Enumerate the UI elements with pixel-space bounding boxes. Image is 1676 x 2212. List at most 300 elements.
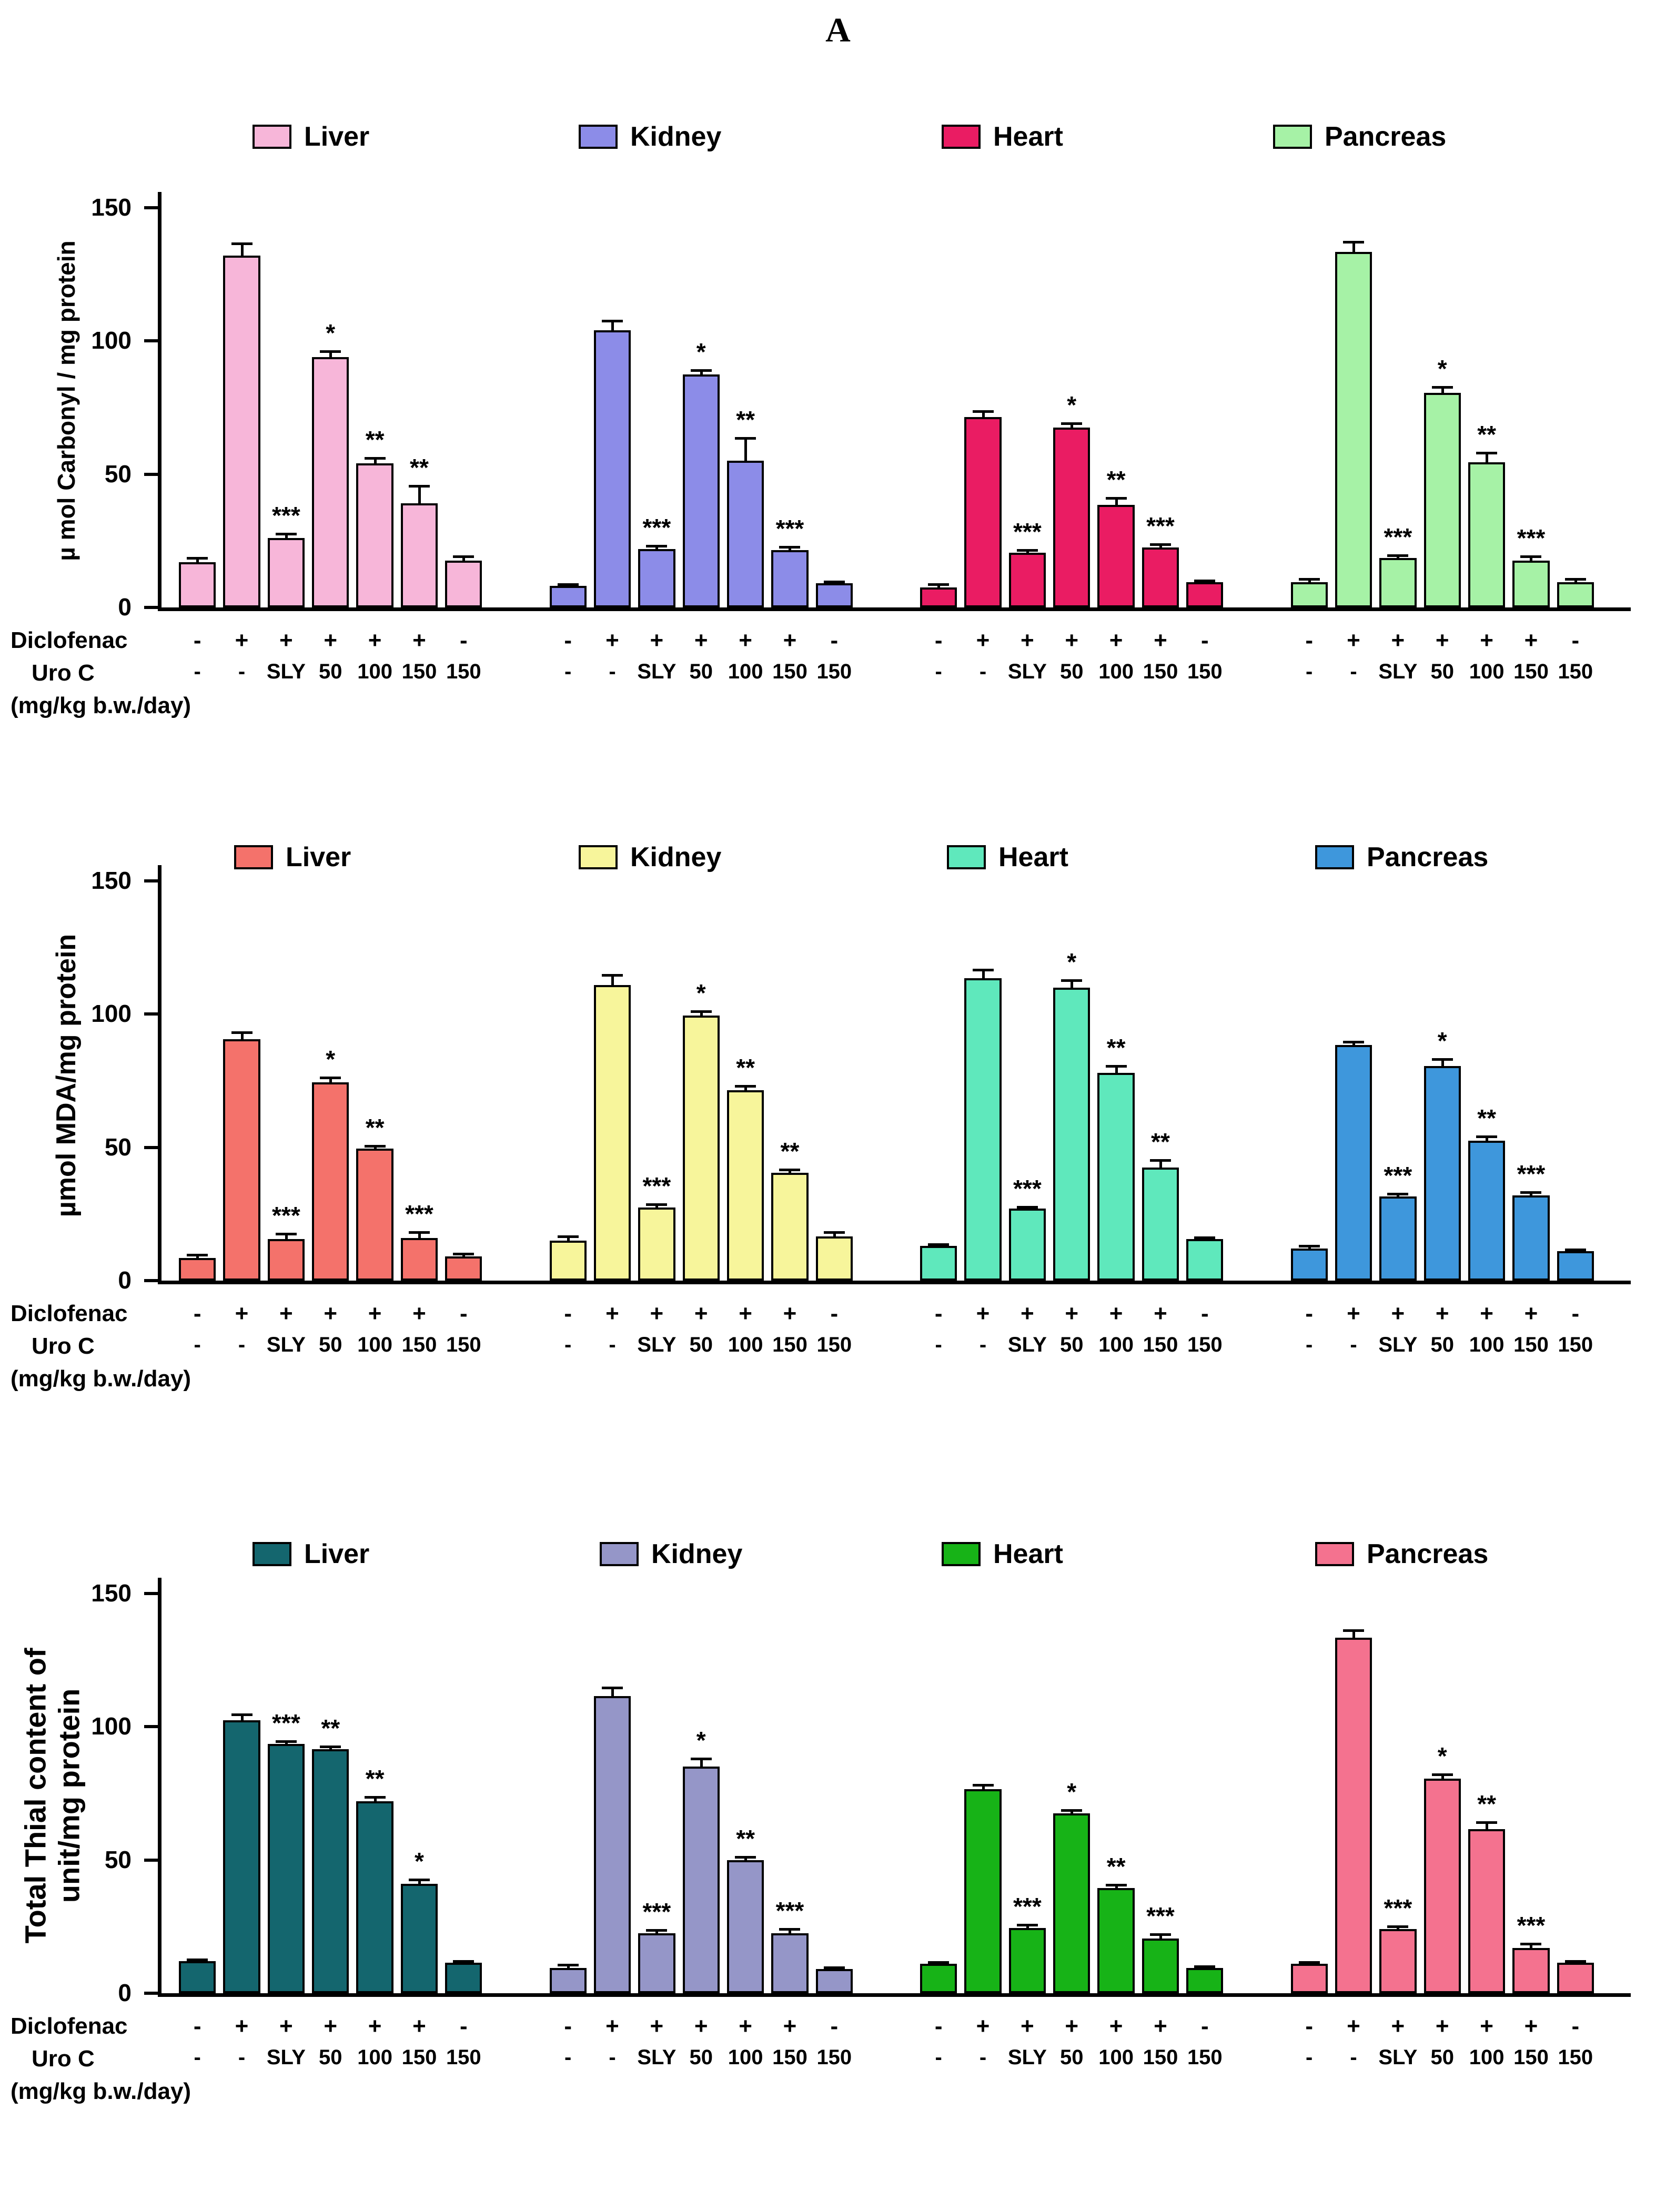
row-label-units: (mg/kg b.w./day): [11, 1366, 191, 1392]
row-label-diclofenac: Diclofenac: [11, 1301, 128, 1326]
legend-item-pancreas: [1273, 121, 1446, 153]
significance-marker: *: [696, 1726, 706, 1754]
annot-diclofenac: -: [830, 2013, 839, 2039]
annot-uroc: SLY: [637, 2046, 677, 2069]
annot-diclofenac: +: [976, 2013, 990, 2039]
error-bar-cap: [691, 1010, 712, 1013]
y-tick-label: 150: [91, 867, 132, 894]
legend-swatch-kidney: [579, 125, 618, 149]
error-bar: [1115, 497, 1118, 505]
annot-uroc: -: [1350, 1333, 1357, 1356]
annot-diclofenac: -: [1571, 2013, 1580, 2039]
bar: [179, 1258, 216, 1281]
error-bar-cap: [928, 1961, 949, 1964]
annot-diclofenac: +: [412, 1301, 426, 1326]
annot-diclofenac: +: [324, 1301, 338, 1326]
annot-uroc: -: [238, 660, 246, 683]
error-bar-cap: [1387, 1193, 1408, 1195]
y-tick-label: 0: [118, 1266, 132, 1294]
bar: [683, 1016, 720, 1281]
legend-item-heart: [947, 841, 1068, 873]
annot-diclofenac: -: [193, 627, 201, 653]
error-bar: [374, 1796, 377, 1801]
annot-uroc: -: [1350, 2046, 1357, 2069]
annot-uroc: -: [564, 1333, 572, 1356]
y-tick: [144, 1592, 158, 1595]
error-bar: [655, 545, 658, 549]
error-bar-cap: [558, 583, 579, 586]
error-bar: [1441, 1773, 1444, 1779]
error-bar-cap: [1194, 1236, 1215, 1239]
significance-marker: *: [1437, 1742, 1447, 1770]
bar: [445, 561, 482, 607]
legend-item-heart: [942, 121, 1063, 153]
bar: [1142, 547, 1179, 607]
legend-label-heart: Heart: [993, 1539, 1063, 1569]
error-bar-cap: [1299, 1961, 1320, 1964]
error-bar: [1486, 1821, 1488, 1829]
error-bar: [1530, 1191, 1532, 1195]
annot-diclofenac: -: [193, 2013, 201, 2039]
annot-uroc: 150: [816, 660, 852, 683]
error-bar-cap: [1061, 1809, 1082, 1812]
annot-uroc: 150: [401, 2046, 437, 2069]
error-bar: [1308, 578, 1311, 582]
annot-diclofenac: +: [605, 627, 619, 653]
annot-uroc: -: [238, 1333, 246, 1356]
error-bar: [329, 1077, 332, 1082]
annot-diclofenac: -: [1571, 1301, 1580, 1326]
bar: [920, 587, 957, 607]
error-bar-cap: [1343, 1041, 1364, 1043]
error-bar-cap: [1106, 497, 1127, 500]
error-bar: [1071, 1809, 1073, 1813]
annot-diclofenac: +: [1154, 1301, 1167, 1326]
bar: [356, 1149, 393, 1281]
error-bar: [1159, 543, 1162, 547]
annot-diclofenac: +: [1109, 2013, 1123, 2039]
legend-label-pancreas: Pancreas: [1325, 121, 1447, 152]
error-bar-cap: [973, 410, 994, 413]
bar: [268, 538, 305, 607]
significance-marker: *: [1067, 391, 1077, 419]
bar: [1379, 1196, 1416, 1281]
significance-marker: ***: [272, 1709, 300, 1737]
y-tick: [144, 1279, 158, 1282]
annot-uroc: 150: [1558, 1333, 1593, 1356]
bar: [594, 330, 631, 607]
error-bar-cap: [1150, 1933, 1171, 1936]
error-bar: [418, 1231, 421, 1238]
significance-marker: ***: [1146, 1902, 1175, 1930]
error-bar-cap: [1387, 554, 1408, 557]
error-bar: [462, 1253, 465, 1257]
error-bar-cap: [1387, 1925, 1408, 1928]
bar: [1512, 1195, 1549, 1281]
bar: [1512, 561, 1549, 607]
legend-item-heart: [942, 1538, 1063, 1570]
y-tick-label: 50: [104, 1845, 132, 1873]
error-bar: [196, 1254, 199, 1258]
error-bar-cap: [824, 1231, 845, 1234]
annot-uroc: -: [1306, 2046, 1313, 2069]
row-label-uroc: Uro C: [32, 1333, 95, 1359]
annot-diclofenac: +: [368, 627, 382, 653]
error-bar: [1159, 1159, 1162, 1167]
annot-uroc: 50: [689, 1333, 713, 1356]
bar: [179, 1961, 216, 1993]
error-bar-cap: [646, 1929, 667, 1932]
significance-marker: ***: [1384, 1894, 1412, 1922]
annot-uroc: -: [194, 2046, 201, 2069]
annot-uroc: 150: [1513, 2046, 1549, 2069]
annot-uroc: 150: [816, 2046, 852, 2069]
error-bar-cap: [231, 242, 253, 245]
bar: [1186, 1968, 1223, 1993]
legend-label-liver: Liver: [304, 121, 370, 152]
y-tick-label: 0: [118, 1979, 132, 2006]
annot-diclofenac: +: [976, 627, 990, 653]
annot-diclofenac: -: [1200, 2013, 1209, 2039]
bar: [771, 1933, 808, 1993]
annot-diclofenac: +: [694, 627, 708, 653]
annot-diclofenac: +: [650, 627, 664, 653]
annot-diclofenac: -: [459, 2013, 468, 2039]
error-bar-cap: [928, 1243, 949, 1246]
error-bar-cap: [646, 545, 667, 547]
error-bar: [285, 533, 288, 538]
annot-uroc: 100: [1098, 660, 1134, 683]
annot-uroc: -: [609, 660, 616, 683]
error-bar: [982, 410, 985, 417]
error-bar-cap: [276, 1233, 297, 1235]
legend-swatch-kidney: [600, 1542, 639, 1566]
significance-marker: ***: [642, 1172, 671, 1200]
legend-swatch-liver: [253, 1542, 291, 1566]
bar: [638, 549, 675, 607]
significance-marker: *: [415, 1848, 424, 1875]
annot-diclofenac: +: [1347, 2013, 1360, 2039]
significance-marker: ***: [1384, 523, 1412, 551]
bar: [771, 550, 808, 607]
annot-uroc: -: [979, 2046, 987, 2069]
annot-uroc: -: [979, 1333, 987, 1356]
annot-diclofenac: +: [1021, 627, 1034, 653]
error-bar-cap: [1565, 1249, 1586, 1251]
bar: [550, 1968, 587, 1993]
error-bar: [1115, 1065, 1118, 1073]
y-axis: [158, 192, 161, 611]
error-bar: [374, 1145, 377, 1149]
annot-uroc: 150: [1187, 660, 1223, 683]
error-bar-cap: [1106, 1884, 1127, 1886]
bar: [312, 1749, 349, 1993]
annot-diclofenac: +: [235, 2013, 249, 2039]
annot-diclofenac: +: [1347, 1301, 1360, 1326]
bar: [1009, 1209, 1046, 1281]
y-axis: [158, 865, 161, 1284]
annot-diclofenac: +: [324, 627, 338, 653]
annot-uroc: 150: [1513, 660, 1549, 683]
bar: [1291, 1249, 1328, 1281]
bar: [727, 1860, 764, 1993]
error-bar-cap: [409, 1879, 430, 1881]
annot-diclofenac: +: [368, 1301, 382, 1326]
annot-diclofenac: +: [694, 1301, 708, 1326]
annot-uroc: SLY: [266, 660, 306, 683]
annot-uroc: 150: [1513, 1333, 1549, 1356]
legend-label-kidney: Kidney: [651, 1539, 743, 1569]
annot-uroc: 150: [1143, 660, 1178, 683]
annot-diclofenac: +: [739, 1301, 752, 1326]
legend-swatch-pancreas: [1315, 845, 1354, 869]
error-bar: [937, 1961, 940, 1964]
annot-uroc: 50: [689, 660, 713, 683]
annot-uroc: -: [194, 1333, 201, 1356]
error-bar-cap: [453, 1960, 474, 1963]
y-tick: [144, 206, 158, 209]
y-tick: [144, 606, 158, 609]
annot-uroc: 100: [1469, 2046, 1505, 2069]
y-tick-label: 50: [104, 460, 132, 488]
significance-marker: ***: [272, 502, 300, 530]
error-bar: [744, 1856, 747, 1860]
error-bar: [329, 1746, 332, 1750]
legend-item-kidney: [600, 1538, 742, 1570]
annot-uroc: 50: [319, 2046, 342, 2069]
annot-diclofenac: +: [1480, 1301, 1493, 1326]
significance-marker: ***: [405, 1200, 433, 1228]
error-bar: [1486, 452, 1488, 462]
y-tick: [144, 1012, 158, 1016]
annot-uroc: SLY: [1378, 1333, 1418, 1356]
error-bar-cap: [1565, 1960, 1586, 1963]
annot-uroc: SLY: [1007, 660, 1047, 683]
error-bar: [1204, 1965, 1206, 1968]
error-bar: [418, 485, 421, 503]
bar: [1186, 582, 1223, 607]
error-bar: [833, 1231, 836, 1236]
bar: [1097, 1888, 1134, 1993]
annot-uroc: -: [979, 660, 987, 683]
error-bar-cap: [1520, 555, 1541, 558]
error-bar: [937, 583, 940, 587]
legend-item-kidney: [579, 121, 721, 153]
error-bar-cap: [973, 1784, 994, 1787]
legend-swatch-heart: [942, 125, 981, 149]
annot-uroc: -: [935, 660, 942, 683]
y-tick: [144, 1146, 158, 1149]
bar: [1557, 1963, 1594, 1993]
bar: [1335, 1638, 1372, 1993]
error-bar-cap: [1194, 580, 1215, 582]
error-bar: [982, 1784, 985, 1789]
bar: [223, 256, 260, 607]
significance-marker: ***: [1013, 518, 1042, 545]
row-label-units: (mg/kg b.w./day): [11, 2078, 191, 2104]
annot-uroc: 50: [319, 1333, 342, 1356]
annot-uroc: 150: [772, 660, 807, 683]
bar: [683, 374, 720, 607]
bar: [401, 503, 438, 607]
error-bar-cap: [1432, 1773, 1453, 1776]
annot-diclofenac: +: [1524, 627, 1538, 653]
error-bar-cap: [1194, 1965, 1215, 1968]
annot-uroc: -: [935, 1333, 942, 1356]
annot-diclofenac: +: [1021, 2013, 1034, 2039]
bar: [1424, 393, 1461, 607]
error-bar: [1026, 1924, 1029, 1928]
significance-marker: ***: [1146, 512, 1175, 540]
annot-diclofenac: +: [783, 1301, 797, 1326]
annot-uroc: -: [1306, 1333, 1313, 1356]
error-bar: [1397, 1193, 1399, 1197]
error-bar-cap: [187, 557, 208, 560]
error-bar-cap: [735, 1085, 756, 1088]
annot-diclofenac: +: [235, 627, 249, 653]
significance-marker: **: [410, 453, 429, 481]
error-bar-cap: [735, 437, 756, 440]
error-bar-cap: [691, 1758, 712, 1760]
error-bar: [611, 974, 614, 985]
bar: [638, 1933, 675, 1993]
error-bar: [1486, 1135, 1488, 1141]
legend-label-pancreas: Pancreas: [1367, 1539, 1489, 1569]
legend-swatch-heart: [942, 1542, 981, 1566]
bar: [1512, 1948, 1549, 1993]
error-bar: [567, 1235, 570, 1241]
annot-diclofenac: -: [1571, 627, 1580, 653]
annot-uroc: SLY: [637, 660, 677, 683]
legend-item-liver: [234, 841, 351, 873]
significance-marker: **: [365, 425, 385, 453]
bar: [268, 1239, 305, 1281]
significance-marker: *: [326, 319, 336, 347]
legend-swatch-pancreas: [1315, 1542, 1354, 1566]
annot-diclofenac: +: [783, 2013, 797, 2039]
bar: [179, 562, 216, 607]
annot-diclofenac: +: [1524, 2013, 1538, 2039]
error-bar: [982, 969, 985, 978]
annot-diclofenac: -: [193, 1301, 201, 1326]
annot-diclofenac: +: [279, 1301, 293, 1326]
error-bar: [1308, 1961, 1311, 1964]
annot-uroc: 100: [1098, 1333, 1134, 1356]
error-bar: [374, 457, 377, 464]
annot-uroc: -: [564, 2046, 572, 2069]
significance-marker: ***: [1517, 524, 1546, 552]
bar: [1335, 1045, 1372, 1281]
bar: [1009, 1928, 1046, 1993]
annot-uroc: -: [238, 2046, 246, 2069]
annot-diclofenac: +: [650, 2013, 664, 2039]
significance-marker: *: [326, 1046, 336, 1073]
annot-diclofenac: +: [976, 1301, 990, 1326]
error-bar-cap: [779, 546, 800, 549]
bar: [1186, 1239, 1223, 1281]
annot-diclofenac: +: [324, 2013, 338, 2039]
error-bar-cap: [824, 1966, 845, 1969]
x-axis: [158, 1993, 1631, 1997]
error-bar-cap: [779, 1928, 800, 1931]
error-bar: [1352, 1629, 1355, 1637]
bar: [312, 357, 349, 607]
bar: [638, 1208, 675, 1281]
bar: [771, 1173, 808, 1281]
error-bar: [1071, 979, 1073, 987]
annot-diclofenac: +: [1065, 1301, 1079, 1326]
error-bar: [1397, 554, 1399, 559]
error-bar-cap: [602, 1687, 623, 1689]
error-bar-cap: [1150, 543, 1171, 546]
error-bar: [285, 1740, 288, 1744]
annot-uroc: 50: [1060, 660, 1084, 683]
y-axis: [158, 1578, 161, 1996]
error-bar: [700, 1758, 703, 1767]
significance-marker: **: [780, 1138, 800, 1165]
bar: [223, 1720, 260, 1993]
error-bar: [241, 1031, 244, 1039]
row-label-diclofenac: Diclofenac: [11, 2013, 128, 2039]
annot-uroc: 100: [1469, 1333, 1505, 1356]
annot-diclofenac: +: [1347, 627, 1360, 653]
annot-uroc: SLY: [1007, 2046, 1047, 2069]
annot-uroc: -: [609, 1333, 616, 1356]
annot-diclofenac: +: [1391, 627, 1405, 653]
error-bar-cap: [1299, 578, 1320, 581]
error-bar-cap: [1017, 1206, 1038, 1209]
panel-letter: A: [825, 11, 851, 49]
x-axis: [158, 607, 1631, 611]
bar: [920, 1964, 957, 1993]
error-bar: [196, 1959, 199, 1961]
annot-diclofenac: +: [783, 627, 797, 653]
annot-uroc: 150: [401, 1333, 437, 1356]
error-bar: [789, 546, 791, 550]
legend-swatch-pancreas: [1273, 125, 1312, 149]
annot-diclofenac: +: [279, 627, 293, 653]
significance-marker: **: [1477, 420, 1496, 448]
annot-uroc: SLY: [1378, 660, 1418, 683]
annot-diclofenac: -: [1200, 1301, 1209, 1326]
bar: [1379, 1929, 1416, 1993]
error-bar: [1530, 1943, 1532, 1948]
error-bar: [196, 557, 199, 562]
bar: [1424, 1066, 1461, 1281]
annot-uroc: 150: [1558, 2046, 1593, 2069]
annot-diclofenac: +: [1065, 2013, 1079, 2039]
error-bar: [285, 1233, 288, 1240]
error-bar: [655, 1929, 658, 1933]
annot-uroc: 100: [728, 660, 763, 683]
bar: [401, 1884, 438, 1993]
annot-uroc: -: [194, 660, 201, 683]
bar: [356, 463, 393, 607]
annot-diclofenac: +: [1480, 2013, 1493, 2039]
error-bar-cap: [365, 1796, 386, 1799]
annot-diclofenac: +: [650, 1301, 664, 1326]
bar: [1142, 1168, 1179, 1281]
error-bar: [462, 555, 465, 561]
bar: [401, 1238, 438, 1281]
error-bar: [418, 1879, 421, 1884]
bar: [1468, 1829, 1505, 1993]
bar: [816, 1969, 853, 1993]
annot-uroc: 150: [446, 660, 481, 683]
annot-uroc: 150: [446, 1333, 481, 1356]
error-bar-cap: [691, 369, 712, 372]
error-bar: [1071, 422, 1073, 428]
